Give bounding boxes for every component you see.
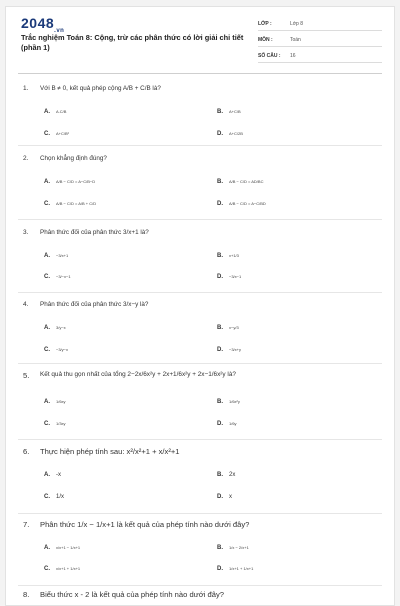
option-d[interactable] <box>217 421 237 427</box>
meta-key: LỚP : <box>258 21 272 27</box>
option-letter: D. <box>217 421 223 427</box>
option-a[interactable] <box>44 253 68 259</box>
option-letter: B. <box>217 545 223 551</box>
meta-row-class <box>258 19 382 31</box>
option-c[interactable] <box>44 494 64 500</box>
option-b[interactable] <box>217 253 239 259</box>
option-d[interactable] <box>217 347 241 353</box>
option-letter: C. <box>44 421 50 427</box>
question-divider <box>18 292 382 293</box>
option-letter: A. <box>44 179 50 185</box>
question-number: 7. <box>23 520 30 529</box>
option-c[interactable] <box>44 201 96 207</box>
option-text: 1/3xy <box>56 421 66 426</box>
option-text: A/B − C/D = AD/BC <box>229 179 264 184</box>
option-letter: B. <box>217 399 223 405</box>
question-divider <box>18 439 382 440</box>
question-stem: Với B ≠ 0, kết quả phép cộng A/B + C/B là? <box>40 85 161 92</box>
question-divider <box>18 145 382 146</box>
question-stem: Thực hiện phép tính sau: x²/x²+1 + x/x²+1 <box>40 447 180 456</box>
option-text: x−y/3 <box>229 325 239 330</box>
question-number: 1. <box>23 85 29 92</box>
option-text: −3/x+1 <box>56 253 69 258</box>
meta-value: Toán <box>290 37 301 43</box>
question-stem: Phân thức đối của phân thức 3/x+1 là? <box>40 229 149 236</box>
option-text: x/x+1 + 1/x+1 <box>56 566 81 571</box>
option-text: x+1/3 <box>229 253 239 258</box>
option-c[interactable] <box>44 566 80 572</box>
question-number: 2. <box>23 155 29 162</box>
option-letter: D. <box>217 494 223 500</box>
meta-key: MÔN : <box>258 37 273 43</box>
option-a[interactable] <box>44 109 66 115</box>
option-a[interactable] <box>44 399 66 405</box>
option-text: −3/y−x <box>56 347 69 352</box>
option-letter: B. <box>217 179 223 185</box>
option-text: −3/−x−1 <box>56 274 71 279</box>
option-b[interactable] <box>217 325 239 331</box>
option-letter: B. <box>217 253 223 259</box>
option-letter: B. <box>217 325 223 331</box>
option-letter: A. <box>44 253 50 259</box>
meta-row-subject <box>258 35 382 47</box>
option-b[interactable] <box>217 179 263 185</box>
option-d[interactable] <box>217 494 232 500</box>
option-letter: D. <box>217 347 223 353</box>
worksheet-page <box>5 6 395 606</box>
option-text: A+C/2B <box>229 131 243 136</box>
option-text: 1/x − 2/x+1 <box>229 545 249 550</box>
question-number: 3. <box>23 229 29 236</box>
option-text: A.C/B <box>56 109 67 114</box>
option-text: −3/x+y <box>229 347 242 352</box>
option-b[interactable] <box>217 109 241 115</box>
option-text: A/B − C/D = A−C/BD <box>229 201 266 206</box>
question-divider <box>18 513 382 514</box>
worksheet-title: Trắc nghiệm Toán 8: Cộng, trừ các phân thức có lời giải chi tiết (phần 1) <box>21 33 244 52</box>
meta-key: SỐ CÂU : <box>258 53 281 59</box>
option-letter: C. <box>44 566 50 572</box>
option-letter: A. <box>44 399 50 405</box>
question-number: 8. <box>23 590 30 599</box>
option-letter: C. <box>44 131 50 137</box>
option-text: A/B − C/D = A−C/B−D <box>56 179 96 184</box>
option-b[interactable] <box>217 399 240 405</box>
option-b[interactable] <box>217 545 249 551</box>
option-d[interactable] <box>217 274 241 280</box>
option-letter: D. <box>217 201 223 207</box>
option-a[interactable] <box>44 179 95 185</box>
question-stem: Phân thức 1/x − 1/x+1 là kết quả của phép tính nào dưới đây? <box>40 520 250 529</box>
question-stem: Chọn khẳng định đúng? <box>40 155 107 162</box>
option-text: A+C/B² <box>56 131 70 136</box>
option-text: A/B − C/D = A/B + C/D <box>56 201 97 206</box>
option-letter: B. <box>217 109 223 115</box>
question-divider <box>18 363 382 364</box>
option-text: 1/6xy <box>56 399 66 404</box>
option-letter: C. <box>44 274 50 280</box>
option-letter: A. <box>44 325 50 331</box>
question-number: 5. <box>23 371 30 380</box>
meta-row-count <box>258 51 382 63</box>
option-c[interactable] <box>44 131 69 137</box>
option-c[interactable] <box>44 421 66 427</box>
option-letter: B. <box>217 472 223 478</box>
site-logo[interactable] <box>21 15 64 34</box>
option-d[interactable] <box>217 201 266 207</box>
option-text: x <box>229 494 232 500</box>
option-d[interactable] <box>217 131 243 137</box>
option-text: 1/6x²y <box>229 399 240 404</box>
question-number: 6. <box>23 447 30 456</box>
option-text: −3/x−1 <box>229 274 242 279</box>
question-divider <box>18 219 382 220</box>
question-stem: Biểu thức x - 2 là kết quả của phép tính nào dưới đây? <box>40 590 225 599</box>
option-letter: C. <box>44 347 50 353</box>
option-letter: A. <box>44 472 50 478</box>
option-text: 1/6y <box>229 421 237 426</box>
option-a[interactable] <box>44 545 80 551</box>
option-letter: D. <box>217 131 223 137</box>
question-stem: Kết quả thu gọn nhất của tổng 2−2x/6x²y + 2x+1/6x²y + 2x−1/6x²y là? <box>40 371 236 378</box>
option-letter: D. <box>217 566 223 572</box>
option-letter: A. <box>44 545 50 551</box>
option-c[interactable] <box>44 274 71 280</box>
option-letter: C. <box>44 494 50 500</box>
option-a[interactable] <box>44 472 61 478</box>
meta-value: Lớp 8 <box>290 21 304 27</box>
header-divider <box>18 73 382 74</box>
logo-suffix: .vn <box>54 27 65 34</box>
option-d[interactable] <box>217 566 253 572</box>
option-text: -x <box>56 472 61 478</box>
worksheet-header <box>6 7 396 67</box>
option-letter: A. <box>44 109 50 115</box>
meta-value: 16 <box>290 53 296 59</box>
option-text: 2x <box>229 472 236 478</box>
option-text: A+C/B <box>229 109 241 114</box>
option-letter: C. <box>44 201 50 207</box>
question-number: 4. <box>23 301 29 308</box>
option-c[interactable] <box>44 347 68 353</box>
question-stem: Phân thức đối của phân thức 3/x−y là? <box>40 301 149 308</box>
option-letter: D. <box>217 274 223 280</box>
option-text: 3/y−x <box>56 325 66 330</box>
option-text: 1/x <box>56 494 65 500</box>
option-a[interactable] <box>44 325 66 331</box>
option-text: x/x+1 − 1/x+1 <box>56 545 81 550</box>
logo-text: 2048 <box>21 15 55 31</box>
option-b[interactable] <box>217 472 235 478</box>
option-text: 1/x+1 + 1/x+1 <box>229 566 254 571</box>
question-divider <box>18 585 382 586</box>
